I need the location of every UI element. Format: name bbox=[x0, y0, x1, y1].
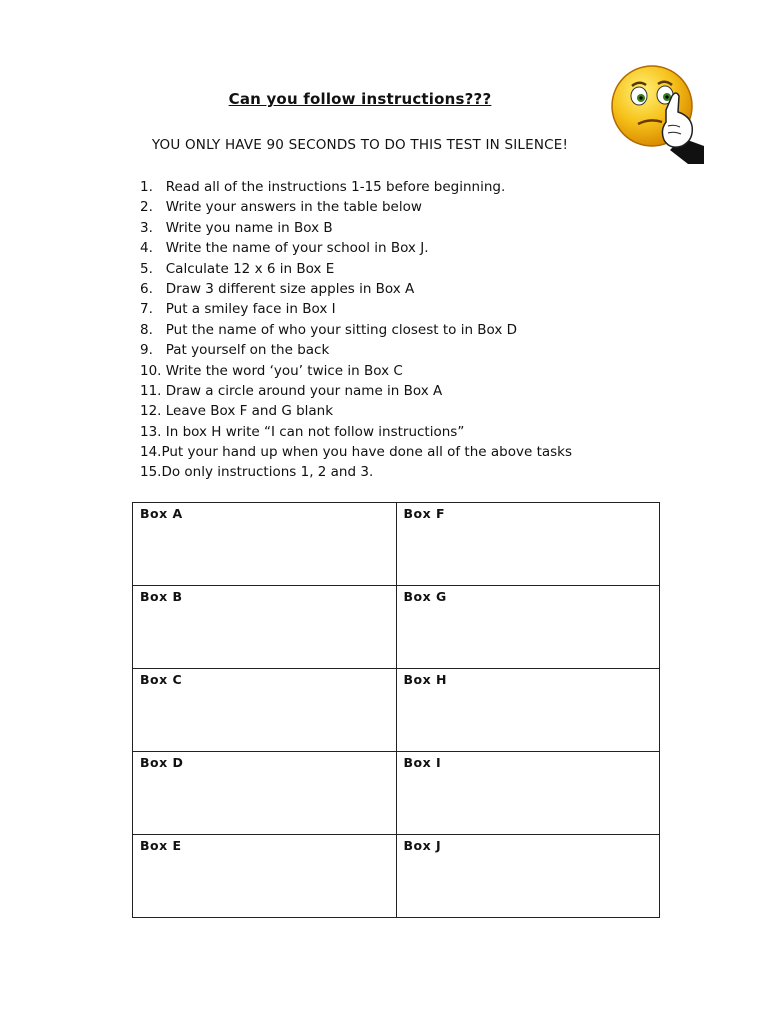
table-row bbox=[133, 752, 660, 835]
instruction-item: 14.Put your hand up when you have done all of the above tasks bbox=[140, 444, 573, 461]
table-row bbox=[133, 669, 660, 752]
answer-box-g: Box G bbox=[396, 586, 660, 669]
instruction-item: 3. Write you name in Box B bbox=[140, 219, 333, 236]
instruction-item: 1. Read all of the instructions 1-15 before beginning. bbox=[140, 179, 506, 195]
answer-box-e: Box E bbox=[133, 835, 397, 918]
instructions-list bbox=[140, 177, 572, 483]
answer-box-f: Box F bbox=[396, 503, 660, 586]
answer-box-b: Box B bbox=[133, 586, 397, 669]
instruction-item: 11. Draw a circle around your name in Box A bbox=[140, 382, 443, 399]
answer-box-d: Box D bbox=[133, 752, 397, 835]
instruction-item: 9. Pat yourself on the back bbox=[140, 342, 330, 359]
time-limit-warning: YOU ONLY HAVE 90 SECONDS TO DO THIS TEST IN SILENCE! bbox=[151, 137, 569, 153]
answer-box-i: Box I bbox=[396, 752, 660, 835]
answer-box-h: Box H bbox=[396, 669, 660, 752]
page-title: Can you follow instructions??? bbox=[228, 90, 492, 108]
instruction-item: 15.Do only instructions 1, 2 and 3. bbox=[140, 464, 374, 481]
instruction-item: 13. In box H write “I can not follow instructions” bbox=[140, 423, 465, 440]
instruction-item: 5. Calculate 12 x 6 in Box E bbox=[140, 260, 335, 277]
instruction-item: 10. Write the word ‘you’ twice in Box C bbox=[140, 362, 403, 379]
answer-box-a: Box A bbox=[133, 503, 397, 586]
table-row bbox=[133, 835, 660, 918]
instruction-item: 8. Put the name of who your sitting closest to in Box D bbox=[140, 321, 518, 338]
instruction-item: 4. Write the name of your school in Box J. bbox=[140, 240, 429, 257]
instruction-item: 12. Leave Box F and G blank bbox=[140, 403, 334, 420]
instruction-item: 6. Draw 3 different size apples in Box A bbox=[140, 280, 415, 297]
table-row bbox=[133, 586, 660, 669]
answer-table bbox=[132, 502, 660, 918]
instruction-item: 7. Put a smiley face in Box I bbox=[140, 301, 336, 318]
instruction-item: 2. Write your answers in the table below bbox=[140, 199, 422, 216]
table-row bbox=[133, 503, 660, 586]
answer-box-c: Box C bbox=[133, 669, 397, 752]
answer-box-j: Box J bbox=[396, 835, 660, 918]
